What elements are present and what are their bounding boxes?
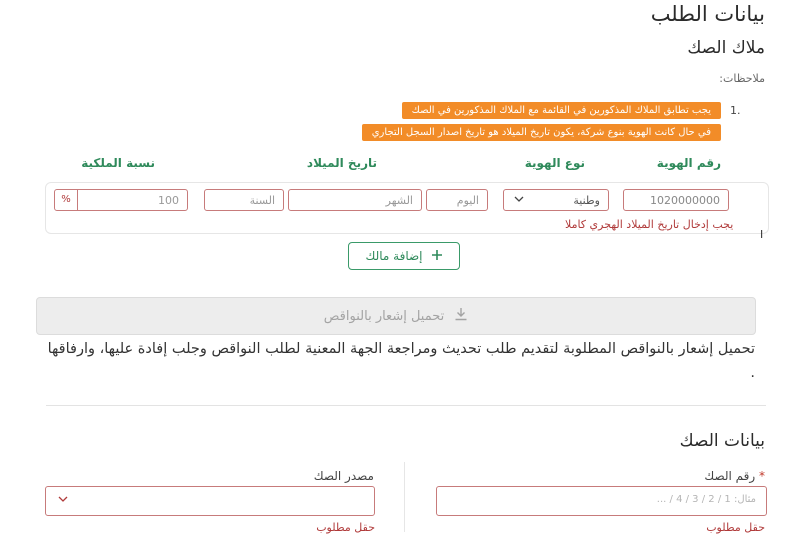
plus-icon	[431, 248, 443, 264]
percent-suffix: %	[55, 190, 78, 210]
deed-number-input[interactable]	[436, 486, 767, 516]
deed-number-label	[704, 469, 765, 483]
note-banner-company-id: في حال كانت الهوية بنوع شركة، يكون تاريخ الميلاد هو تاريخ اصدار السجل التجاري	[362, 124, 721, 141]
page-title: بيانات الطلب	[650, 2, 765, 26]
notes-label: ملاحظات:	[719, 72, 765, 85]
deed-number-placeholder: مثال: 1 / 2 / 3 / 4 / ...	[656, 494, 756, 505]
id-type-value: وطنية	[573, 194, 600, 207]
ownership-ratio-value: 100	[158, 194, 179, 207]
required-star: *	[759, 469, 765, 483]
chevron-down-icon	[58, 493, 68, 507]
text-cursor-icon: I	[760, 228, 764, 241]
column-header-id-type: نوع الهوية	[524, 156, 585, 170]
section-divider	[46, 405, 766, 406]
chevron-down-icon	[514, 193, 524, 207]
deed-section-title: بيانات الصك	[679, 431, 765, 451]
deed-number-required-message: حقل مطلوب	[706, 521, 765, 534]
owners-section-title: ملاك الصك	[687, 38, 765, 58]
upload-info-text: تحميل إشعار بالنواقص المطلوبة لتقديم طلب تحديث ومراجعة الجهة المعنية لطلب النواقص وجلب إفادة عليها، وارفاقها .	[47, 341, 755, 381]
birth-year-placeholder: السنة	[249, 194, 275, 207]
id-number-input[interactable]	[623, 189, 729, 211]
column-header-id-number: رقم الهوية	[656, 156, 721, 170]
ownership-ratio-input[interactable]	[54, 189, 188, 211]
deed-number-label-text: رقم الصك	[704, 469, 756, 483]
birth-month-placeholder: الشهر	[385, 194, 413, 207]
column-header-birth-date: تاريخ الميلاد	[306, 156, 377, 170]
birth-month-input[interactable]	[288, 189, 422, 211]
upload-deficiency-notice-button[interactable]	[36, 297, 756, 335]
birth-day-input[interactable]	[426, 189, 488, 211]
add-owner-button[interactable]	[348, 242, 460, 270]
deed-source-required-message: حقل مطلوب	[316, 521, 375, 534]
download-icon	[454, 307, 468, 325]
upload-deficiency-notice-label: تحميل إشعار بالنواقص	[323, 308, 445, 324]
birth-day-placeholder: اليوم	[456, 194, 479, 207]
birth-year-input[interactable]	[204, 189, 284, 211]
deed-source-select[interactable]	[45, 486, 375, 516]
note-banner-owners-match: يجب تطابق الملاك المذكورين في القائمة مع الملاك المذكورين في الصك	[402, 102, 721, 119]
note-item-number: 1.	[730, 104, 741, 117]
column-divider	[404, 462, 405, 532]
birth-date-error: يجب إدخال تاريخ الميلاد الهجري كاملا	[565, 218, 734, 231]
deed-source-label: مصدر الصك	[313, 469, 374, 483]
column-header-ownership-ratio: نسبة الملكية	[81, 156, 155, 170]
id-number-value: 1020000000	[650, 194, 720, 207]
add-owner-label: إضافة مالك	[365, 249, 423, 263]
id-type-select[interactable]	[503, 189, 609, 211]
